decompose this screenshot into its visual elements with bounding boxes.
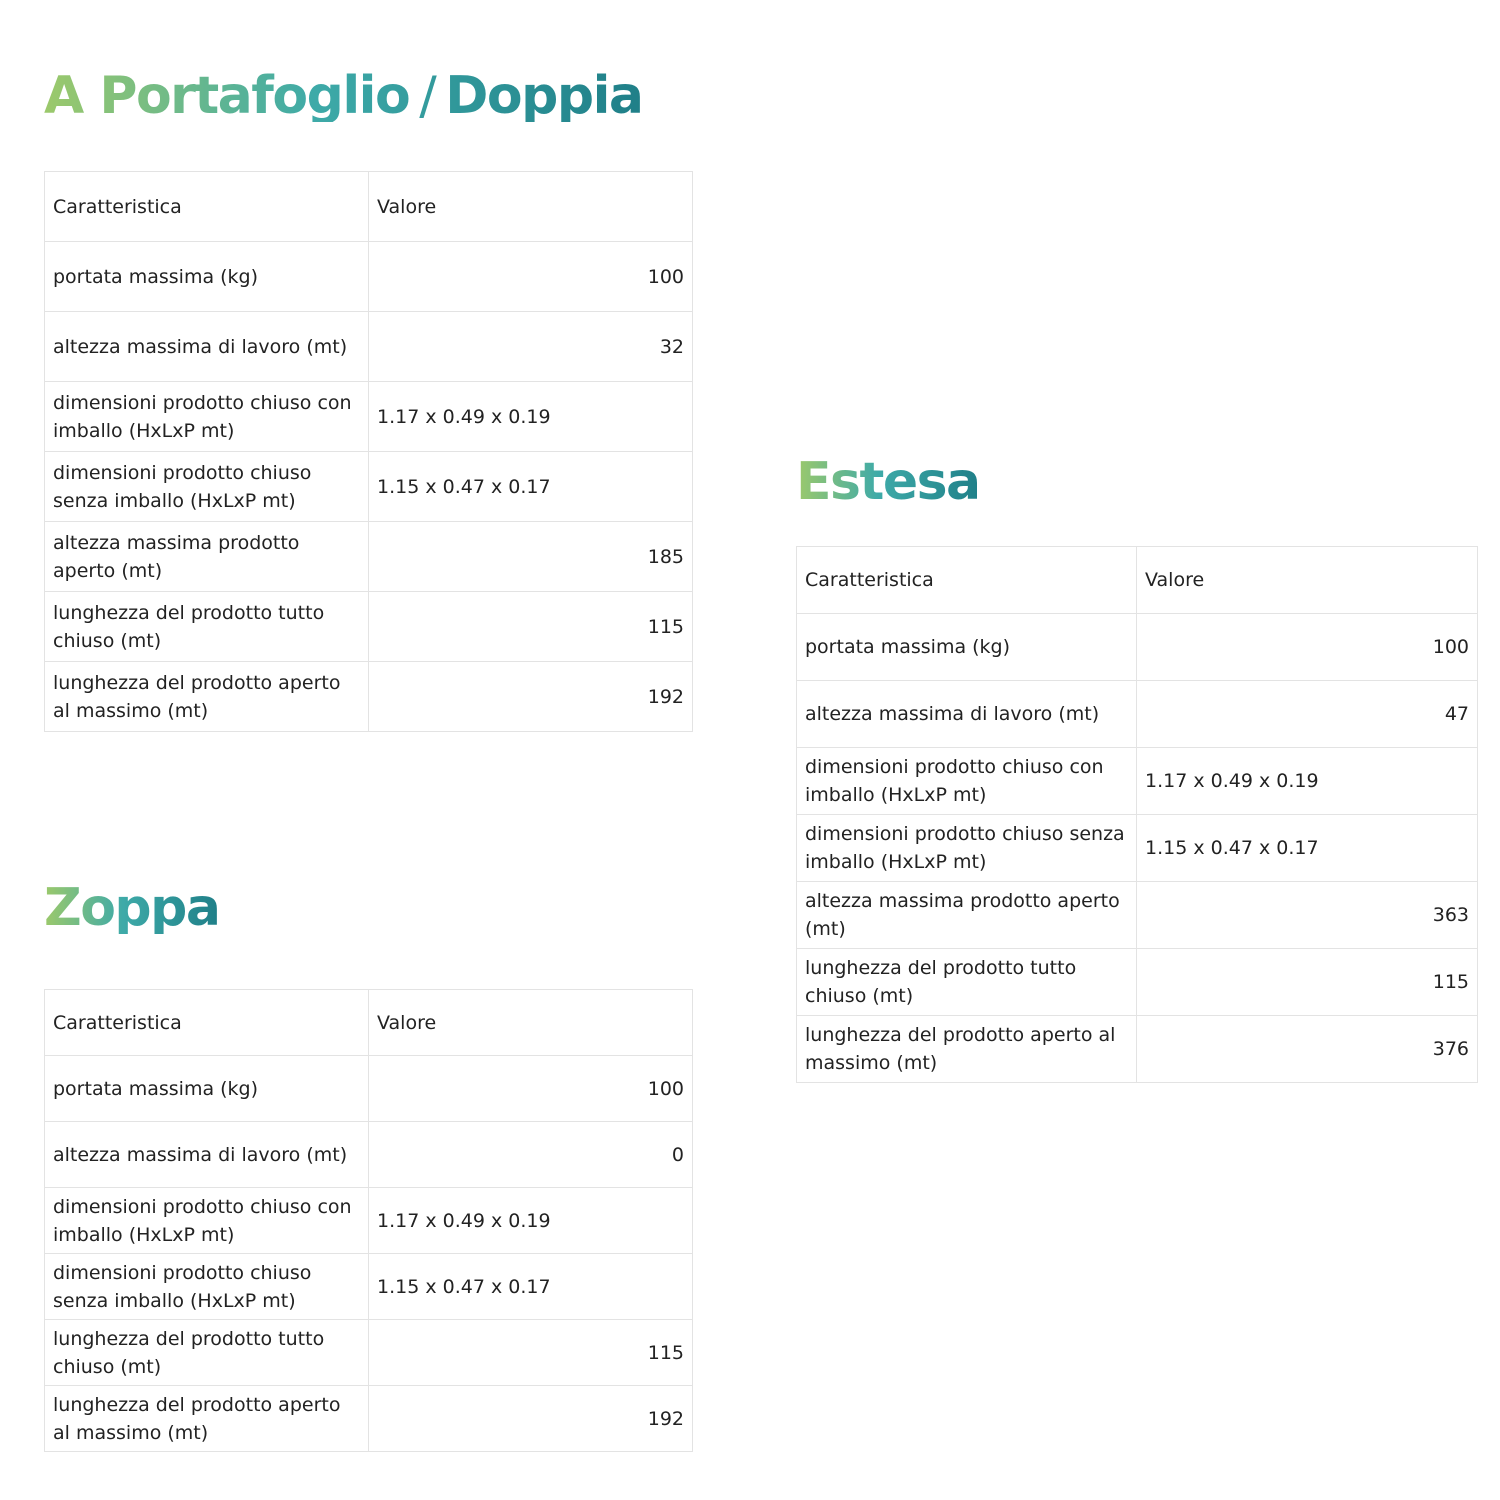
title-portafoglio: A Portafoglio (44, 66, 410, 126)
column-header-valore: Valore (369, 172, 693, 242)
row-label: dimensioni prodotto chiuso senza imballo (HxLxP mt) (797, 815, 1137, 882)
table-row (45, 452, 693, 522)
spec-table-zoppa (44, 989, 693, 1452)
table-row (797, 882, 1478, 949)
row-value: 0 (369, 1122, 693, 1188)
row-label: altezza massima di lavoro (mt) (797, 681, 1137, 748)
row-label: lunghezza del prodotto tutto chiuso (mt) (45, 1320, 369, 1386)
table-row (797, 681, 1478, 748)
row-value: 115 (369, 592, 693, 662)
table-row (45, 1056, 693, 1122)
row-value: 1.17 x 0.49 x 0.19 (369, 382, 693, 452)
section-title-zoppa (44, 878, 220, 938)
column-header-valore: Valore (369, 990, 693, 1056)
table-row (45, 1254, 693, 1320)
column-header-caratteristica: Caratteristica (797, 547, 1137, 614)
table-header-row (45, 990, 693, 1056)
row-value: 1.15 x 0.47 x 0.17 (369, 452, 693, 522)
row-label: lunghezza del prodotto aperto al massimo (mt) (45, 1386, 369, 1452)
spec-table-portafoglio (44, 171, 693, 732)
row-label: altezza massima prodotto aperto (mt) (45, 522, 369, 592)
table-row (45, 662, 693, 732)
column-header-caratteristica: Caratteristica (45, 990, 369, 1056)
row-value: 115 (1137, 949, 1478, 1016)
section-title-estesa (796, 452, 980, 512)
row-label: portata massima (kg) (45, 242, 369, 312)
row-value: 100 (369, 1056, 693, 1122)
row-label: dimensioni prodotto chiuso con imballo (HxLxP mt) (45, 1188, 369, 1254)
table-row (45, 312, 693, 382)
table-row (45, 242, 693, 312)
title-portafoglio-doppia (44, 66, 643, 126)
table-header-row (797, 547, 1478, 614)
row-label: altezza massima prodotto aperto (mt) (797, 882, 1137, 949)
row-value: 192 (369, 1386, 693, 1452)
table-row (797, 1016, 1478, 1083)
row-value: 47 (1137, 681, 1478, 748)
column-header-valore: Valore (1137, 547, 1478, 614)
title-doppia: Doppia (445, 66, 643, 126)
row-label: dimensioni prodotto chiuso senza imballo (HxLxP mt) (45, 452, 369, 522)
table-row (797, 748, 1478, 815)
row-value: 1.17 x 0.49 x 0.19 (369, 1188, 693, 1254)
row-label: dimensioni prodotto chiuso con imballo (HxLxP mt) (797, 748, 1137, 815)
row-value: 363 (1137, 882, 1478, 949)
title-estesa: Estesa (796, 452, 980, 512)
table-row (45, 592, 693, 662)
table-row (45, 522, 693, 592)
table-header-row (45, 172, 693, 242)
row-value: 115 (369, 1320, 693, 1386)
row-value: 1.15 x 0.47 x 0.17 (1137, 815, 1478, 882)
title-zoppa: Zoppa (44, 878, 220, 938)
row-value: 192 (369, 662, 693, 732)
column-header-caratteristica: Caratteristica (45, 172, 369, 242)
table-row (797, 614, 1478, 681)
row-label: altezza massima di lavoro (mt) (45, 312, 369, 382)
row-label: lunghezza del prodotto aperto al massimo (mt) (797, 1016, 1137, 1083)
table-row (797, 815, 1478, 882)
row-value: 1.15 x 0.47 x 0.17 (369, 1254, 693, 1320)
section-title-portafoglio (44, 66, 643, 126)
row-value: 185 (369, 522, 693, 592)
row-label: portata massima (kg) (45, 1056, 369, 1122)
row-value: 100 (369, 242, 693, 312)
row-label: lunghezza del prodotto tutto chiuso (mt) (45, 592, 369, 662)
table-row (45, 382, 693, 452)
row-value: 1.17 x 0.49 x 0.19 (1137, 748, 1478, 815)
table-row (45, 1188, 693, 1254)
table-row (45, 1320, 693, 1386)
spec-table-estesa (796, 546, 1478, 1083)
row-label: dimensioni prodotto chiuso senza imballo (HxLxP mt) (45, 1254, 369, 1320)
row-value: 100 (1137, 614, 1478, 681)
row-label: portata massima (kg) (797, 614, 1137, 681)
row-label: dimensioni prodotto chiuso con imballo (HxLxP mt) (45, 382, 369, 452)
table-row (45, 1122, 693, 1188)
row-label: lunghezza del prodotto aperto al massimo (mt) (45, 662, 369, 732)
table-row (797, 949, 1478, 1016)
title-separator: / (419, 66, 436, 126)
row-value: 376 (1137, 1016, 1478, 1083)
row-value: 32 (369, 312, 693, 382)
row-label: altezza massima di lavoro (mt) (45, 1122, 369, 1188)
row-label: lunghezza del prodotto tutto chiuso (mt) (797, 949, 1137, 1016)
table-row (45, 1386, 693, 1452)
